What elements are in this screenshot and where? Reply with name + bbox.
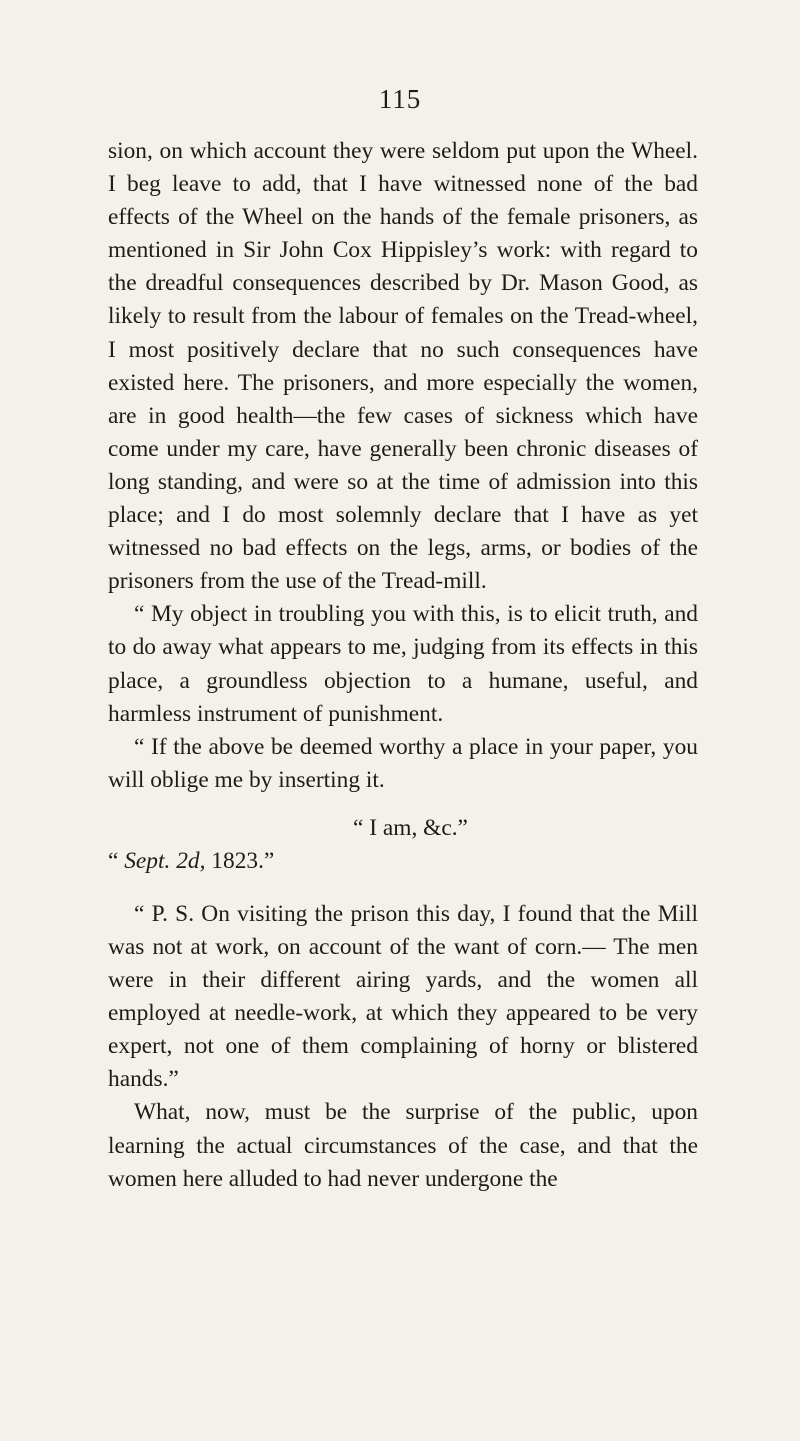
page-number: 115 bbox=[378, 84, 422, 114]
paragraph-2: “ My object in troubling you with this, is to elicit truth, and to do away what appears to me, judging from its effects in this place, a groundless objection to a humane, useful, and harmless instrument of punishment. bbox=[108, 601, 698, 727]
paragraph-1: sion, on which account they were seldom put upon the Wheel. I beg leave to add, that I have witnessed none of the bad effects of the Wheel on the hands of the female prisoners, as mentioned in Sir John Cox Hippisley’s work: with regard to the dreadful consequences described by Dr. Mason Good, as likely to result from the labour of females on the Tread-wheel, I most positively declare that no such consequences have existed here. The prisoners, and more especially the women, are in good health—the few cases of sickness which have come under my care, have generally been chronic diseases of long standing, and were so at the time of admission into this place; and I do most solemnly declare that I have as yet witnessed no bad effects on the legs, arms, or bodies of the prisoners from the use of the Tread-mill. bbox=[108, 138, 698, 595]
date-italic: Sept. 2d, bbox=[124, 847, 206, 874]
final-paragraph: What, now, must be the surprise of the public, upon learning the actual circumstances of the case, and that the women here alluded to had never undergone the bbox=[108, 1099, 698, 1192]
paragraph-3: “ If the above be deemed worthy a place in your paper, you will oblige me by inserting it. bbox=[108, 733, 698, 793]
postscript: “ P. S. On visiting the prison this day, I found that the Mill was not at work, on account of the want of corn.— The men were in their different airing yards, and the women all employed at needle-work, at which they appeared to be very expert, not one of them complaining of horny or blistered hands.” bbox=[108, 900, 698, 1093]
letter-closing bbox=[108, 812, 698, 878]
signoff: “ I am, &c.” bbox=[353, 814, 468, 841]
letter-date bbox=[108, 845, 274, 878]
date-year: 1823.” bbox=[205, 847, 275, 874]
body-text bbox=[108, 135, 698, 1196]
date-open-quote: “ bbox=[108, 847, 125, 874]
